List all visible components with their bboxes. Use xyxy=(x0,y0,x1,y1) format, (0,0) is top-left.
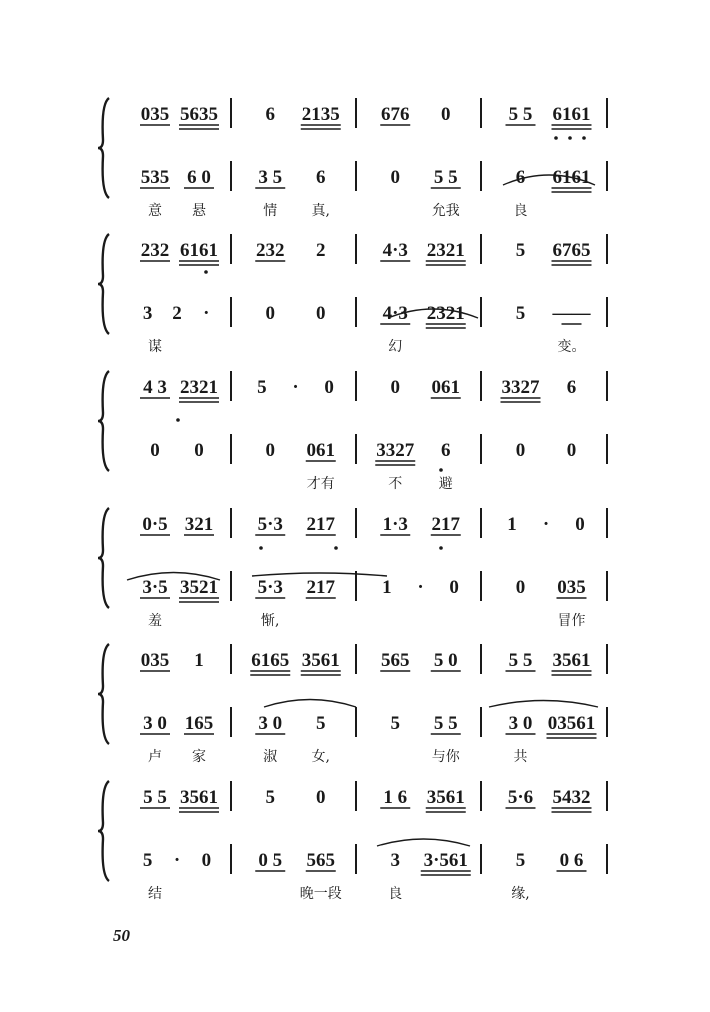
note-group: 321 xyxy=(184,514,214,535)
note-group: 2321 xyxy=(426,240,465,261)
note-group: 0 xyxy=(150,440,160,461)
note-group: 4·3 xyxy=(382,240,408,261)
note-group: 5 xyxy=(515,240,526,261)
note-group: 0 xyxy=(515,440,526,461)
system-brace xyxy=(98,234,109,334)
note-group: 1 xyxy=(507,514,517,535)
note-group: 6 xyxy=(316,167,326,188)
note-group: 0 xyxy=(316,303,326,324)
note-group: 5432 xyxy=(552,787,591,808)
note-group: 2321 xyxy=(180,377,218,398)
note-group: 0 xyxy=(515,577,526,598)
octave-dot xyxy=(334,546,338,550)
note-group: 6 xyxy=(265,104,275,125)
note-group: 5 xyxy=(142,850,153,871)
note-group: 1 xyxy=(382,577,392,598)
note-group: 5 xyxy=(316,713,326,734)
lyric-syllable: 谋 xyxy=(148,339,162,355)
note-group: 2 xyxy=(172,303,182,324)
lyric-syllable: 惭, xyxy=(261,613,280,629)
note-group: 5 5 xyxy=(143,787,167,808)
note-group: · xyxy=(203,303,210,324)
note-group: 035 xyxy=(140,104,170,125)
lyric-syllable: 冒作 xyxy=(557,613,586,629)
system-brace xyxy=(98,98,109,198)
note-group: · xyxy=(173,850,181,871)
note-group: 3561 xyxy=(426,787,465,808)
note-group: 6161 xyxy=(552,167,591,188)
note-group: 5 5 xyxy=(433,713,458,734)
note-group: 232 xyxy=(140,240,170,261)
lyric-syllable: 良 xyxy=(388,886,403,902)
note-group: 3 xyxy=(142,303,153,324)
note-group: 0 xyxy=(201,850,212,871)
note-group: 061 xyxy=(306,440,335,461)
note-group: 165 xyxy=(184,713,214,734)
note-group: 676 xyxy=(381,104,410,125)
note-group: 565 xyxy=(306,850,335,871)
lyric-syllable: 羞 xyxy=(148,613,162,629)
slur xyxy=(264,700,356,708)
note-group: 3 0 xyxy=(508,713,533,734)
note-group: —— xyxy=(552,303,591,324)
note-group: 3327 xyxy=(501,377,540,398)
note-group: 5 5 xyxy=(508,104,533,125)
note-group: 6 xyxy=(566,377,577,398)
lyric-syllable: 女, xyxy=(311,749,330,765)
note-group: 232 xyxy=(256,240,285,261)
octave-dot xyxy=(439,468,443,472)
note-group: 4·3 xyxy=(382,303,408,324)
note-group: 0 xyxy=(390,167,400,188)
lyric-syllable: 情 xyxy=(263,203,278,219)
note-group: 0 xyxy=(194,440,204,461)
note-group: 03561 xyxy=(547,713,596,734)
note-group: · xyxy=(542,514,550,535)
note-group: 3 0 xyxy=(143,713,167,734)
note-group: 035 xyxy=(557,577,586,598)
note-group: 5 0 xyxy=(433,650,458,671)
note-group: 6765 xyxy=(552,240,591,261)
system-brace xyxy=(98,371,109,471)
note-group: · xyxy=(292,377,299,398)
slur xyxy=(489,701,598,708)
lyric-syllable: 意 xyxy=(148,203,162,219)
system-brace xyxy=(98,781,109,881)
note-group: 0 xyxy=(265,440,275,461)
note-group: 0 xyxy=(390,377,400,398)
note-group: 3 xyxy=(390,850,400,871)
page-number: 50 xyxy=(113,926,130,945)
note-group: 0 xyxy=(566,440,577,461)
note-group: 3561 xyxy=(552,650,591,671)
note-group: 061 xyxy=(431,377,460,398)
lyric-syllable: 避 xyxy=(438,476,453,492)
note-group: 565 xyxy=(381,650,410,671)
lyric-syllable: 才有 xyxy=(306,476,335,492)
note-group: 0 xyxy=(441,104,451,125)
lyric-syllable: 真, xyxy=(311,203,330,219)
note-group: 217 xyxy=(431,514,460,535)
note-group: 0 6 xyxy=(559,850,584,871)
note-group: 5 xyxy=(257,377,267,398)
lyric-syllable: 允我 xyxy=(431,203,460,219)
octave-dot xyxy=(439,546,443,550)
note-group: 5 5 xyxy=(433,167,458,188)
lyric-syllable: 结 xyxy=(148,886,162,902)
note-group: 2 xyxy=(316,240,326,261)
lyric-syllable: 变。 xyxy=(557,339,586,355)
note-group: 5635 xyxy=(180,104,218,125)
note-group: 3·561 xyxy=(423,850,468,871)
note-group: 3 5 xyxy=(258,167,283,188)
note-group: 0 xyxy=(316,787,326,808)
note-group: 3 0 xyxy=(258,713,283,734)
octave-dot xyxy=(204,270,208,274)
note-group: 0 xyxy=(324,377,334,398)
system-brace xyxy=(98,644,109,744)
note-group: 4 3 xyxy=(143,377,167,398)
note-group: 3561 xyxy=(180,787,218,808)
note-group: 5 xyxy=(515,850,526,871)
lyric-syllable: 卢 xyxy=(148,749,162,765)
note-group: 1 xyxy=(194,650,204,671)
lyric-syllable: 与你 xyxy=(431,749,460,765)
octave-dot xyxy=(582,136,586,140)
note-group: 0·5 xyxy=(142,514,168,535)
note-group: 3561 xyxy=(301,650,340,671)
octave-dot xyxy=(554,136,558,140)
note-group: 5·3 xyxy=(257,577,283,598)
lyric-syllable: 晚一段 xyxy=(299,886,342,902)
note-group: 5 xyxy=(515,303,526,324)
lyric-syllable: 家 xyxy=(192,749,206,765)
note-group: 0 xyxy=(265,303,275,324)
system-brace xyxy=(98,508,109,608)
note-group: 5 5 xyxy=(508,650,533,671)
note-group: 0 5 xyxy=(258,850,283,871)
lyric-syllable: 悬 xyxy=(192,203,206,219)
lyric-syllable: 缘, xyxy=(511,886,530,902)
note-group: 0 xyxy=(449,577,459,598)
note-group: 5 xyxy=(390,713,400,734)
octave-dot xyxy=(259,546,263,550)
lyric-syllable: 淑 xyxy=(263,749,278,765)
octave-dot xyxy=(176,418,180,422)
lyric-syllable: 不 xyxy=(388,476,403,492)
note-group: 5·6 xyxy=(507,787,534,808)
note-group: 6161 xyxy=(552,104,591,125)
note-group: 5 xyxy=(265,787,275,808)
note-group: 035 xyxy=(140,650,170,671)
lyric-syllable: 幻 xyxy=(388,339,403,355)
slur xyxy=(252,573,387,576)
note-group: 6 xyxy=(441,440,451,461)
note-group: 5·3 xyxy=(257,514,283,535)
octave-dot xyxy=(568,136,572,140)
note-group: 6165 xyxy=(251,650,290,671)
note-group: 217 xyxy=(306,577,335,598)
note-group: 2135 xyxy=(301,104,340,125)
note-group: · xyxy=(417,577,424,598)
note-group: 6 xyxy=(515,167,526,188)
note-group: 3521 xyxy=(180,577,218,598)
note-group: 1·3 xyxy=(382,514,408,535)
lyric-syllable: 共 xyxy=(513,749,528,765)
note-group: 0 xyxy=(575,514,585,535)
note-group: 3327 xyxy=(376,440,415,461)
note-group: 217 xyxy=(306,514,335,535)
note-group: 6 0 xyxy=(187,167,211,188)
slur xyxy=(377,839,470,846)
note-group: 3·5 xyxy=(142,577,168,598)
note-group: 2321 xyxy=(426,303,465,324)
note-group: 6161 xyxy=(180,240,218,261)
note-group: 535 xyxy=(140,167,170,188)
lyric-syllable: 良 xyxy=(513,203,528,219)
note-group: 1 6 xyxy=(383,787,408,808)
